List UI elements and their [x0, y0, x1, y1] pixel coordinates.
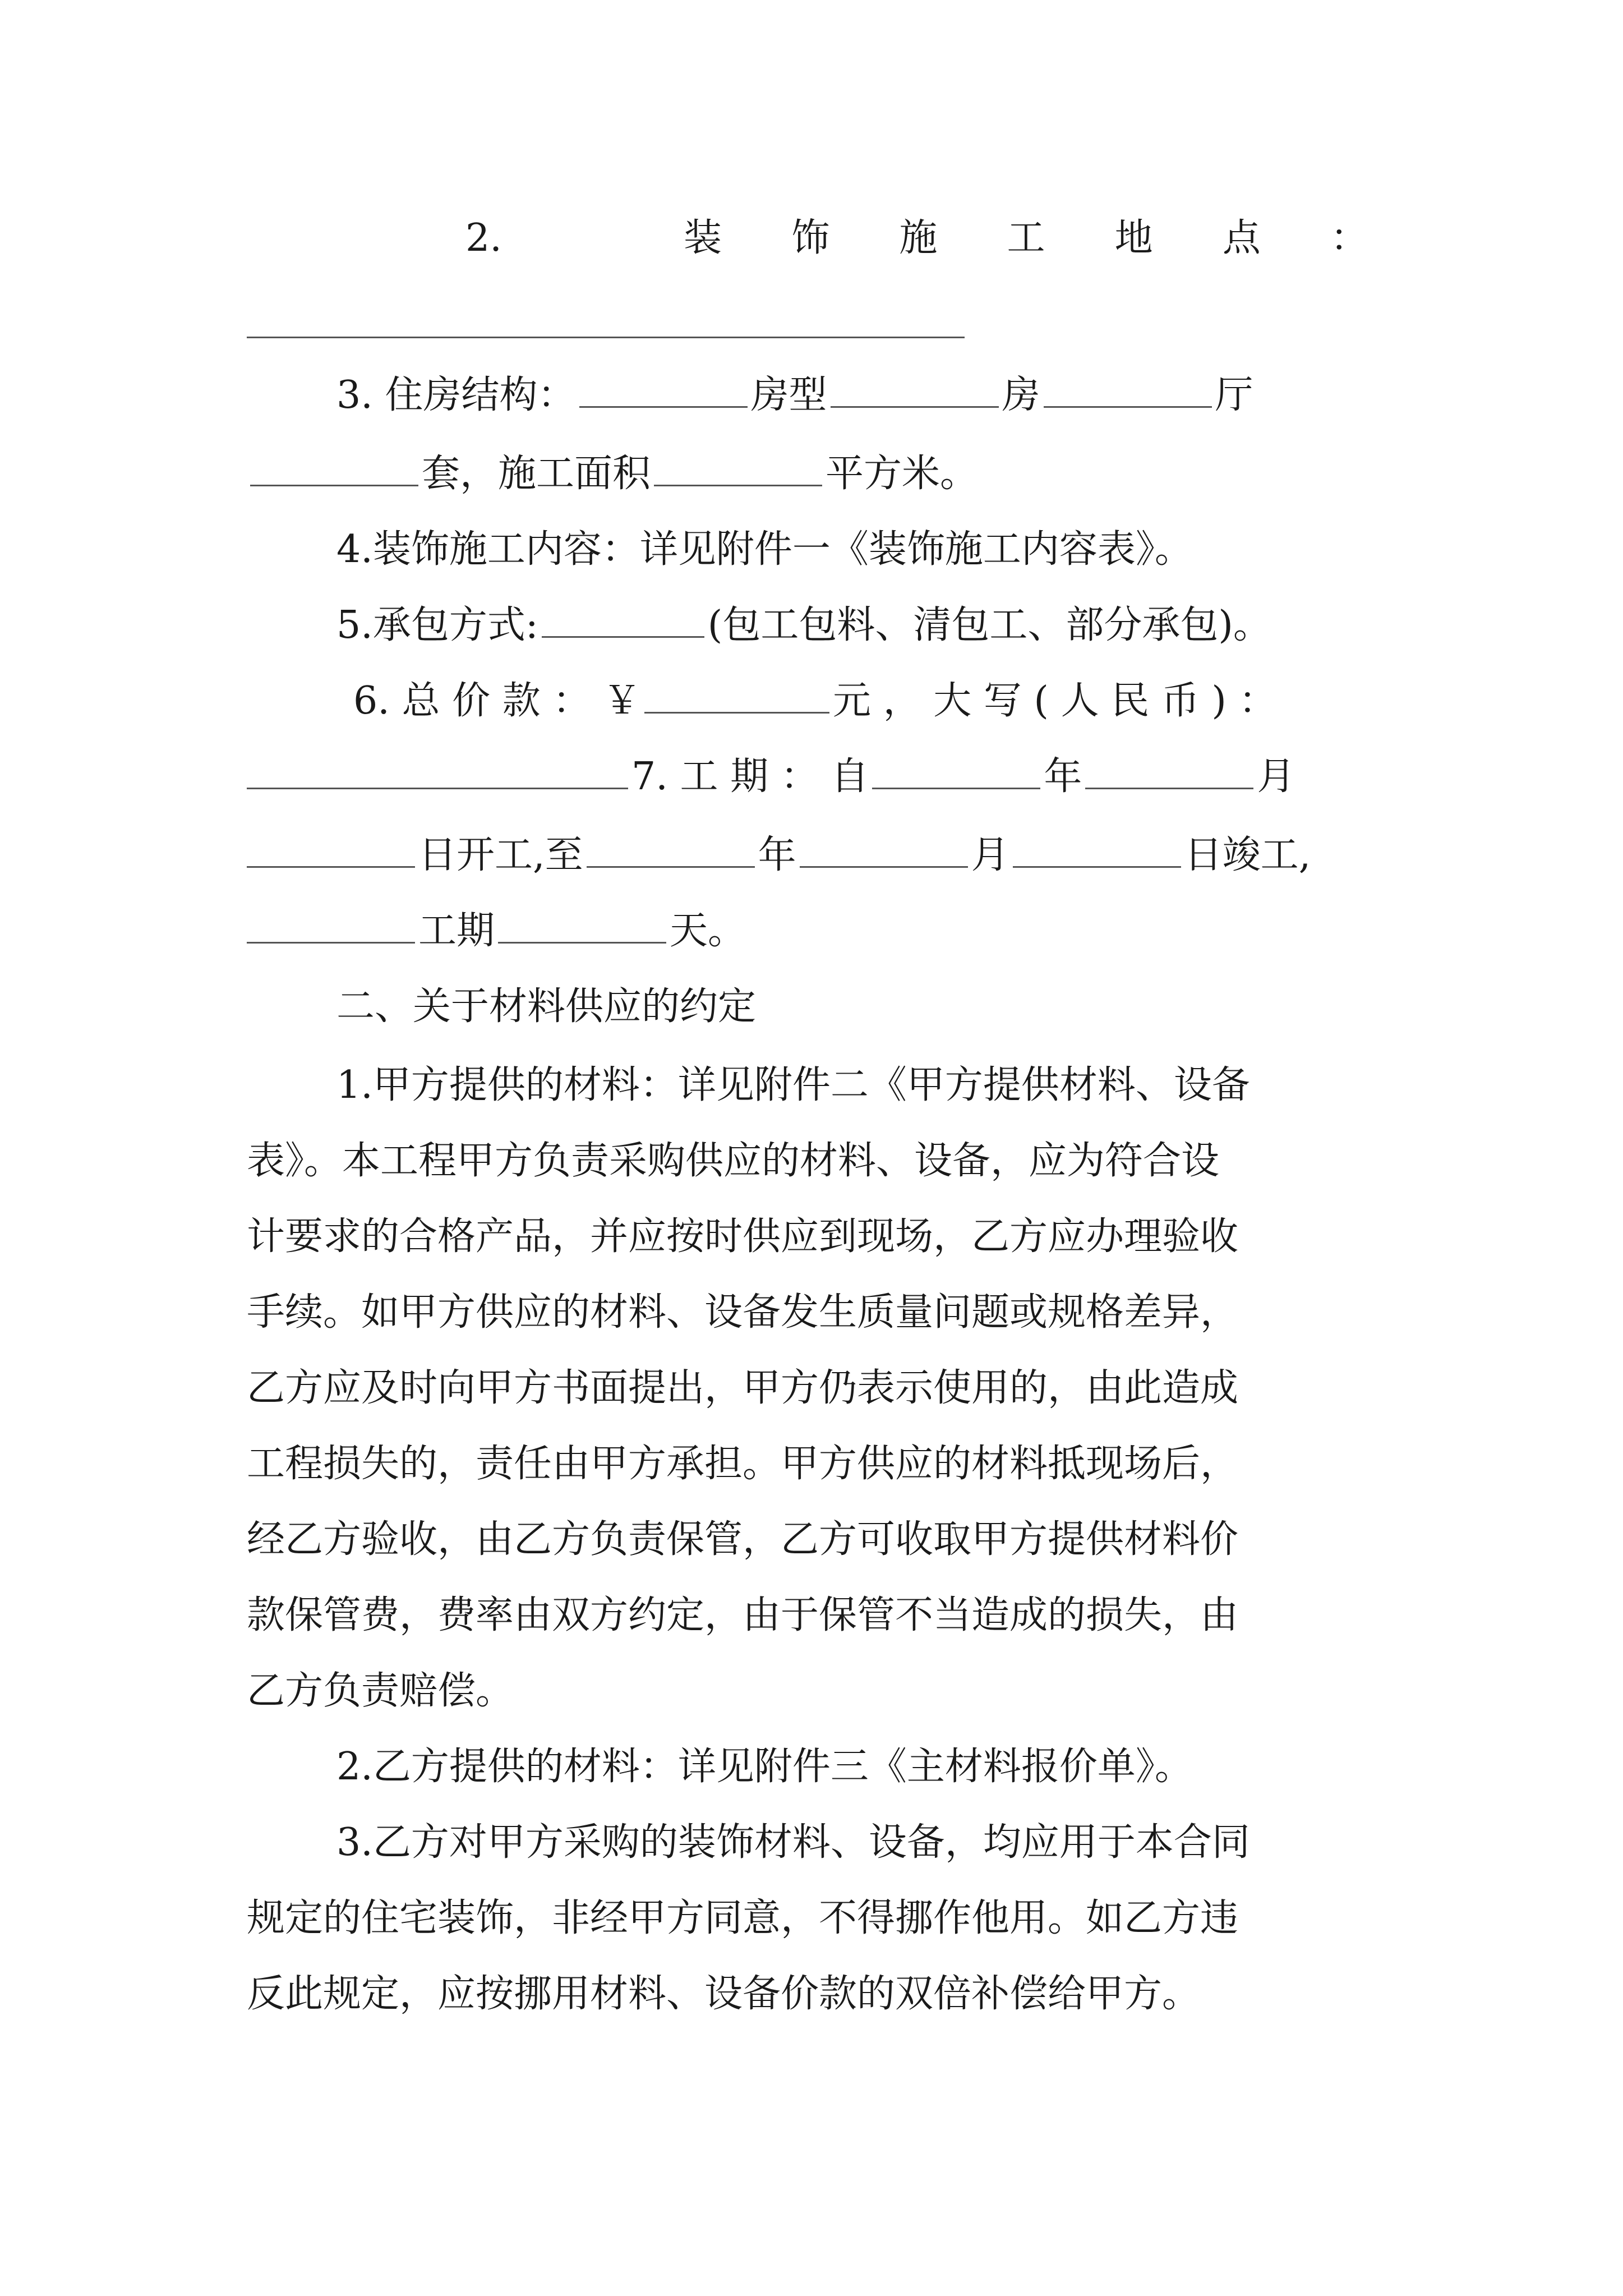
item-5-text: (包工包料、清包工、部分承包)。 — [707, 603, 1271, 647]
para-1-line: 表》。本工程甲方负责采购供应的材料、设备，应为符合设 — [247, 1139, 1220, 1183]
item-2-char: 工 — [1007, 216, 1045, 260]
item-5 — [336, 600, 1514, 651]
para-1-line: 款保管费，费率由双方约定，由于保管不当造成的损失，由 — [247, 1593, 1239, 1637]
item-7-blank-7[interactable] — [247, 941, 415, 944]
item-3-text: 厅 — [1215, 373, 1253, 417]
item-6-text: 元 ， 大 写 ( 人 民 币 ) ： — [832, 679, 1277, 723]
item-7-blank-4[interactable] — [587, 866, 755, 868]
item-7-blank-8[interactable] — [498, 941, 666, 944]
item-3-line-2 — [247, 449, 1424, 499]
item-3-text: 平方米。 — [826, 452, 979, 496]
item-5-blank[interactable] — [542, 636, 704, 638]
item-6 — [353, 676, 1531, 726]
para-1-line: 计要求的合格产品，并应按时供应到现场，乙方应办理验收 — [247, 1214, 1239, 1259]
para-1-line: 手续。如甲方供应的材料、设备发生质量问题或规格差异， — [247, 1290, 1239, 1335]
para-3-line: 规定的住宅装饰，非经甲方同意，不得挪作他用。如乙方违 — [247, 1896, 1239, 1940]
item-7-blank-3[interactable] — [247, 866, 415, 868]
para-2: 2.乙方提供的材料：详见附件三《主材料报价单》。 — [336, 1745, 1193, 1789]
section-2-heading: 二、关于材料供应的约定 — [336, 984, 757, 1029]
item-7-blank-6[interactable] — [1013, 866, 1181, 868]
item-2-char: 饰 — [791, 216, 830, 260]
item-7-line-1 — [247, 752, 1424, 802]
item-3-text: 套，施工面积 — [422, 452, 651, 496]
item-6-amount-blank[interactable] — [247, 787, 628, 789]
item-7-text: 月 — [971, 833, 1009, 877]
item-6-label: 6. 总 价 款 ： ￥ — [353, 679, 641, 723]
item-7-text: 年 — [758, 833, 796, 877]
item-7-blank-5[interactable] — [800, 866, 968, 868]
para-1-line: 乙方负责赔偿。 — [247, 1669, 514, 1713]
item-3-blank-5[interactable] — [654, 484, 822, 486]
item-7-line-2 — [247, 830, 1424, 881]
item-3-blank-4[interactable] — [250, 484, 418, 486]
item-3-blank-3[interactable] — [1044, 406, 1212, 408]
para-3-line: 反此规定，应按挪用材料、设备价款的双倍补偿给甲方。 — [247, 1972, 1201, 2016]
item-7-text: 天。 — [670, 909, 746, 953]
item-7-line-3 — [247, 906, 1424, 956]
item-2-char: 点 — [1222, 216, 1261, 260]
item-3-line-1 — [336, 370, 1514, 421]
item-2-char: 施 — [899, 216, 938, 260]
item-4: 4.装饰施工内容：详见附件一《装饰施工内容表》。 — [336, 527, 1193, 572]
para-1-line: 经乙方验收，由乙方负责保管，乙方可收取甲方提供材料价 — [247, 1517, 1239, 1562]
item-7-text: 日开工,至 — [418, 833, 583, 877]
item-2-char: 装 — [684, 216, 722, 260]
item-2-blank[interactable] — [247, 337, 965, 338]
item-7-text: 日竣工, — [1184, 833, 1311, 877]
item-2-line — [465, 213, 1368, 264]
item-3-blank-2[interactable] — [831, 406, 999, 408]
item-7-blank-2[interactable] — [1085, 787, 1253, 789]
item-7-text: 工期 — [418, 909, 495, 953]
item-3-label: 3. 住房结构： — [336, 373, 576, 417]
item-3-text: 房 — [1002, 373, 1040, 417]
item-2-char: ： — [1330, 216, 1368, 260]
item-7-blank-1[interactable] — [872, 787, 1040, 789]
para-1-line: 1.甲方提供的材料：详见附件二《甲方提供材料、设备 — [336, 1063, 1250, 1107]
item-3-text: 房型 — [750, 373, 827, 417]
item-3-blank-1[interactable] — [579, 406, 748, 408]
para-3-line: 3.乙方对甲方采购的装饰材料、设备，均应用于本合同 — [336, 1820, 1250, 1865]
item-2-char: 地 — [1114, 216, 1153, 260]
item-6-blank[interactable] — [644, 711, 829, 714]
item-2-number: 2. — [465, 216, 502, 260]
item-7-text: 月 — [1257, 754, 1295, 799]
item-5-label: 5.承包方式: — [336, 603, 538, 647]
para-1-line: 工程损失的，责任由甲方承担。甲方供应的材料抵现场后， — [247, 1442, 1239, 1486]
para-1-line: 乙方应及时向甲方书面提出，甲方仍表示使用的，由此造成 — [247, 1366, 1239, 1410]
item-7-text: 年 — [1044, 754, 1082, 799]
item-7-label: 7. 工 期 ： 自 — [631, 754, 869, 799]
